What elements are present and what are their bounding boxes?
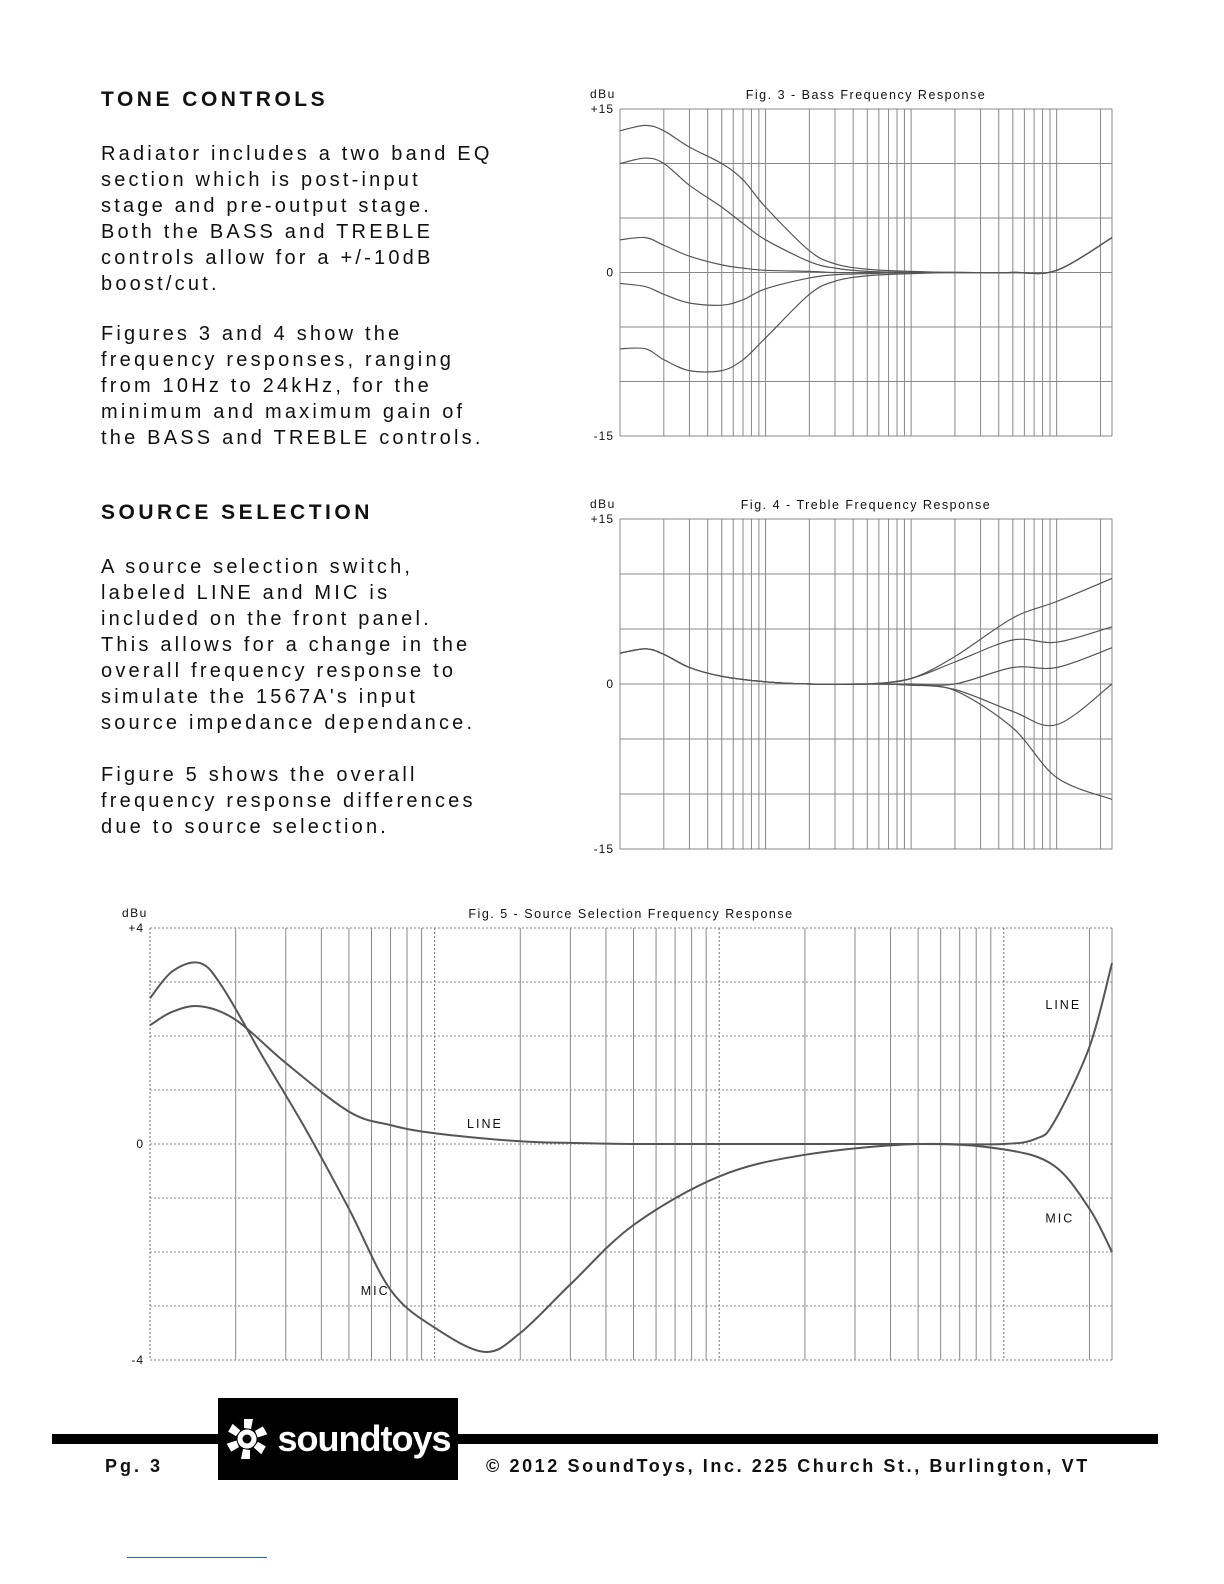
tone-controls-paragraph-2: Figures 3 and 4 show the frequency responses, ranging from 10Hz to 24kHz, for the minimum and maximum gain of the BASS and TREBLE controls. <box>101 323 484 449</box>
y-tick-label: +15 <box>590 512 614 526</box>
y-tick-label: +4 <box>128 921 144 935</box>
soundtoys-gear-icon <box>225 1417 269 1461</box>
page-number: Pg. 3 <box>105 1456 164 1476</box>
tone-controls-heading: TONE CONTROLS <box>101 88 329 111</box>
footer-link-underline <box>127 1557 267 1558</box>
series-annotation: MIC <box>360 1284 390 1299</box>
soundtoys-logo <box>218 1398 458 1480</box>
y-axis-label: dBu <box>122 906 148 920</box>
chart-title: Fig. 4 - Treble Frequency Response <box>740 498 992 512</box>
y-tick-label: +15 <box>590 102 614 116</box>
series-annotation: MIC <box>1045 1211 1075 1226</box>
series-annotation: LINE <box>1045 998 1082 1012</box>
tone-controls-paragraph-1: Radiator includes a two band EQ section which is post-input stage and pre-output stage. Both the BASS and TREBLE controls allow for a +/-10dB boost/cut. <box>101 143 493 295</box>
y-tick-label: 0 <box>136 1137 144 1151</box>
chart-title: Fig. 3 - Bass Frequency Response <box>745 88 987 102</box>
source-selection-paragraph-2: Figure 5 shows the overall frequency response differences due to source selection. <box>101 764 476 838</box>
y-tick-label: 0 <box>606 677 614 691</box>
source-selection-heading: SOURCE SELECTION <box>101 501 373 524</box>
y-axis-label: dBu <box>590 497 616 511</box>
series-line-line <box>150 963 1112 1144</box>
series-line-mic <box>150 962 1112 1352</box>
y-tick-label: 0 <box>606 265 614 280</box>
y-tick-label: -15 <box>593 842 614 856</box>
y-axis-label: dBu <box>590 87 616 101</box>
chart-title: Fig. 5 - Source Selection Frequency Response <box>468 907 794 921</box>
y-tick-label: -4 <box>131 1353 144 1367</box>
logo-wordmark: soundtoys <box>277 1418 451 1459</box>
copyright-notice: © 2012 SoundToys, Inc. 225 Church St., Burlington, VT <box>486 1456 1090 1476</box>
series-annotation: LINE <box>467 1116 503 1131</box>
y-tick-label: -15 <box>593 429 614 443</box>
source-selection-paragraph-1: A source selection switch, labeled LINE and MIC is included on the front panel. This allows for a change in the overall frequency response to simulate the 1567A's input source impedance dependance. <box>101 556 476 734</box>
